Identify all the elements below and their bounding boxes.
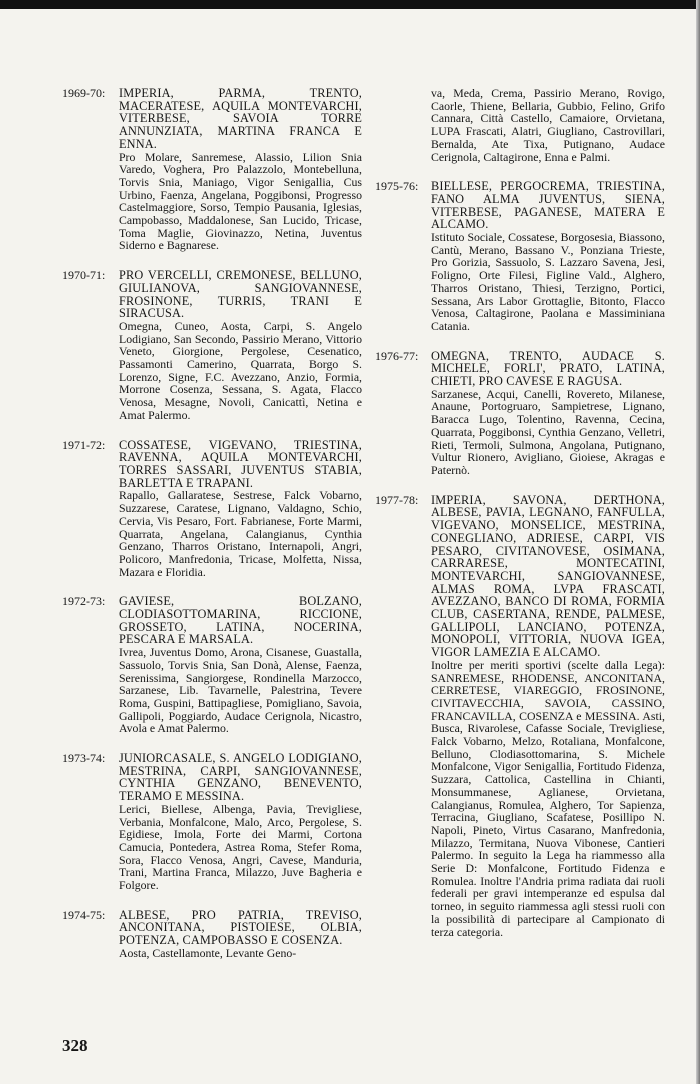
promoted-teams: IMPERIA, SAVONA, DERTHONA, ALBESE, PAVIA, LEGNANO, FANFULLA, VIGEVANO, MONSELICE, MESTRINA, CONEGLIANO, ADRIESE, CARPI, VIS PESARO, CIVITANOVESE, OSIMANA, CARRARESE, MONTECATINI, MONTEVARCHI, SANGIOVANNESE, ALMAS ROMA, LVPA FRASCATI, AVEZZANO, BANCO DI ROMA, FORMIA CLUB, CASERTANA, RENDE, PALMESE, GALLIPOLI, LANCIANO, POTENZA, MONOPOLI, VITTORIA, NUOVA IGEA, VIGOR LAMEZIA E ALCAMO. <box>431 492 665 660</box>
season-entry <box>62 752 362 892</box>
season-label: 1973-74: <box>62 751 106 766</box>
other-teams: Aosta, Castellamonte, Levante Geno- <box>119 945 297 960</box>
season-label: 1977-78: <box>375 492 419 507</box>
season-label: 1971-72: <box>62 437 106 452</box>
season-label: 1969-70: <box>62 86 106 100</box>
other-teams: Ivrea, Juventus Domo, Arona, Cisanese, Guastalla, Sassuolo, Torvis Snia, San Donà, Alense, Faenza, Serenissima, Sangiorgese, Rondinella Marzocco, Sarzanese, Lib. Tavarnelle, Palestrina, Tevere Roma, Guspini, Battipagliese, Pomigliano, Savoia, Gallipoli, Poggiardo, Audace Cerignola, Nicastro, Avola e Amat Palermo. <box>119 645 362 736</box>
promoted-teams: IMPERIA, PARMA, TRENTO, MACERATESE, AQUILA MONTEVARCHI, VITERBESE, SAVOIA TORRE ANNUNZIATA, MARTINA FRANCA E ENNA. <box>119 86 362 151</box>
other-teams: Istituto Sociale, Cossatese, Borgosesia, Biassono, Cantù, Merano, Bassano V., Ponziana Trieste, Pro Gorizia, Sassuolo, S. Lazzaro Savena, Jesi, Foligno, Orte Filesi, Figline Vald., Alghero, Tharros Oristano, Thiesi, Terzigno, Portici, Sessana, Ars Labor Grottaglie, Bitonto, Flacco Venosa, Caltagirone, Paolana e Massiminiana Catania. <box>431 230 665 333</box>
promoted-teams: ALBESE, PRO PATRIA, TREVISO, ANCONITANA, PISTOIESE, OLBIA, POTENZA, CAMPOBASSO E COSENZA. <box>119 907 362 948</box>
page-right-edge <box>696 0 700 1084</box>
season-label: 1970-71: <box>62 268 106 283</box>
season-entry <box>375 350 665 477</box>
promoted-teams: BIELLESE, PERGOCREMA, TRIESTINA, FANO ALMA JUVENTUS, SIENA, VITERBESE, PAGANESE, MATERA E ALCAMO. <box>431 179 665 232</box>
season-label: 1975-76: <box>375 179 419 194</box>
season-label: 1976-77: <box>375 348 419 363</box>
page-number: 328 <box>62 1036 88 1055</box>
season-entry-continued <box>375 87 665 163</box>
promoted-teams: JUNIORCASALE, S. ANGELO LODIGIANO, MESTRINA, CARPI, SANGIOVANNESE, CYNTHIA GENZANO, BENEVENTO, TERAMO E MESSINA. <box>119 751 362 804</box>
other-teams: va, Meda, Crema, Passirio Merano, Rovigo, Caorle, Thiene, Bellaria, Gubbio, Felino, Grifo Cannara, Città Castello, Camaiore, Orvietana, LUPA Frascati, Alatri, Giugliano, Castrovillari, Bernalda, Ate Tixa, Putignano, Audace Cerignola, Caltagirone, Enna e Palmi. <box>431 86 665 164</box>
other-teams: Rapallo, Gallaratese, Sestrese, Falck Vobarno, Suzzarese, Caratese, Lignano, Valdagno, Schio, Cervia, Vis Pesaro, Fort. Fabrianese, Forte Marmi, Quarrata, Angelana, Calangianus, Cynthia Genzano, Tharros Oristano, Internapoli, Angri, Policoro, Manfredonia, Tricase, Molfetta, Nissa, Mazara e Floridia. <box>119 488 362 579</box>
promoted-teams: GAVIESE, BOLZANO, CLODIASOTTOMARINA, RICCIONE, GROSSETO, LATINA, NOCERINA, PESCARA E MARSALA. <box>119 594 362 647</box>
promoted-teams: OMEGNA, TRENTO, AUDACE S. MICHELE, FORLI', PRATO, LATINA, CHIETI, PRO CAVESE E RAGUSA. <box>431 348 665 389</box>
other-teams: Pro Molare, Sanremese, Alassio, Lilion Snia Varedo, Voghera, Pro Palazzolo, Montebelluna, Torvis Snia, Maniago, Vigor Senigallia, Cus Urbino, Faenza, Angelana, Poggibonsi, Progresso Castelmaggiore, Sorso, Tempio Pausania, Iglesias, Campobasso, Maddalonese, San Lucido, Tricase, Toma Maglie, Giovinazzo, Netina, Juventus Siderno e Bagnarese. <box>119 149 362 253</box>
other-teams: Lerici, Biellese, Albenga, Pavia, Trevigliese, Verbania, Monfalcone, Malo, Arco, Pergolese, S. Egidiese, Imola, Forte dei Marmi, Cortona Camucia, Pontedera, Astrea Roma, Stefer Roma, Sora, Flacco Venosa, Angri, Cavese, Manduria, Trani, Martina Franca, Milazzo, Juve Bagheria e Folgore. <box>119 801 362 893</box>
season-entry <box>62 595 362 735</box>
season-entry <box>62 87 362 252</box>
season-entry <box>62 909 362 960</box>
other-teams: Inoltre per meriti sportivi (scelte dalla Lega): SANREMESE, RHODENSE, ANCONITANA, CERRETESE, VIAREGGIO, FROSINONE, CIVITAVECCHIA, SAVOIA, CASSINO, FRANCAVILLA, COSENZA e MESSINA. Asti, Busca, Rivarolese, Cafasse Sociale, Trevigliese, Falck Vobarno, Melzo, Rotaliana, Monfalcone, Belluno, Clodiasottomarina, S. Michele Monfalcone, Vigor Senigallia, Fortitudo Fidenza, Suzzara, Cattolica, Castellina in Chianti, Monsummanese, Aglianese, Orvietana, Calangianus, Romulea, Alghero, Tor Sapienza, Terracina, Giugliano, Scafatese, Posillipo N. Napoli, Pineto, Virtus Casarano, Manfredonia, Milazzo, Termitana, Nuova Vibonese, Cantieri Palermo. In seguito la Lega ha riammesso alla Serie D: Monfalcone, Fortitudo Fidenza e Romulea. Inoltre l'Andria prima radiata dai ruoli federali per gravi intemperanze ed espulsa dal torneo, in seguito riammessa agli stessi ruoli con la possibilità di partecipare al Campionato di terza categoria. <box>431 657 665 939</box>
season-label: 1974-75: <box>62 907 106 922</box>
season-entry <box>62 439 362 579</box>
season-label: 1972-73: <box>62 594 106 609</box>
promoted-teams: COSSATESE, VIGEVANO, TRIESTINA, RAVENNA, AQUILA MONTEVARCHI, TORRES SASSARI, JUVENTUS STABIA, BARLETTA E TRAPANI. <box>119 437 362 490</box>
left-column <box>62 87 362 977</box>
right-column <box>375 87 665 955</box>
other-teams: Sarzanese, Acqui, Canelli, Rovereto, Milanese, Anaune, Portogruaro, Sampietrese, Lignano, Baracca Lugo, Tolentino, Ravenna, Cecina, Quarrata, Poggibonsi, Cynthia Genzano, Velletri, Rieti, Termoli, Sulmona, Angolana, Putignano, Vultur Rionero, Avigliano, Gioiese, Akragas e Paternò. <box>431 386 665 477</box>
season-entry <box>62 269 362 421</box>
season-entry <box>375 180 665 332</box>
promoted-teams: PRO VERCELLI, CREMONESE, BELLUNO, GIULIANOVA, SANGIOVANNESE, FROSINONE, TURRIS, TRANI E SIRACUSA. <box>119 268 362 321</box>
other-teams: Omegna, Cuneo, Aosta, Carpi, S. Angelo Lodigiano, San Secondo, Passirio Merano, Vittorio Veneto, Giorgione, Pergolese, Cesenatico, Passamonti Camerino, Quarrata, Borgo S. Lorenzo, Signe, F.C. Avezzano, Anzio, Formia, Morrone Cosenza, Sessana, S. Agata, Flacco Venosa, Mesagne, Novoli, Canicattì, Netina e Amat Palermo. <box>119 318 362 422</box>
page-top-edge <box>0 0 700 9</box>
season-entry <box>375 494 665 939</box>
